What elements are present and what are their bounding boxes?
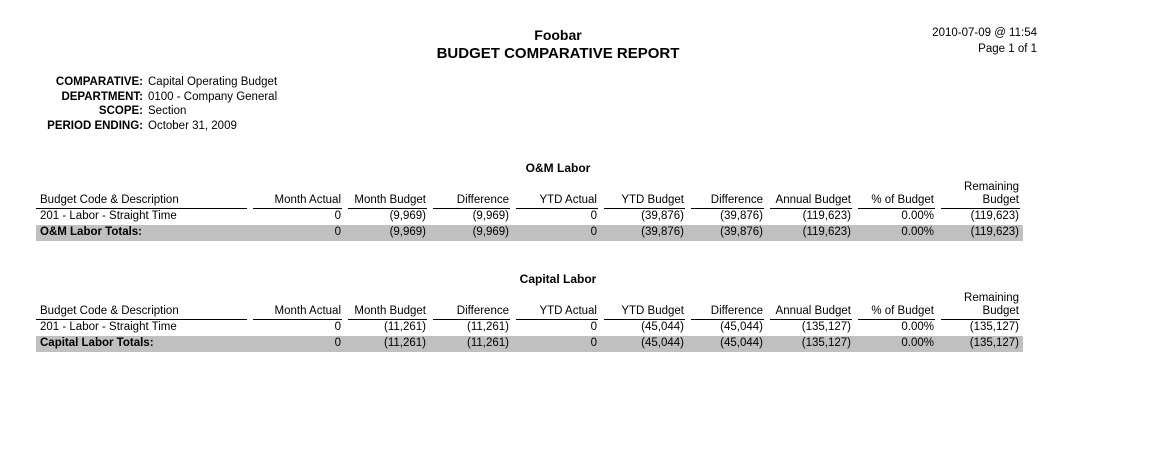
- cell-remaining-budget: (135,127): [969, 321, 1019, 333]
- totals-label: Capital Labor Totals:: [36, 336, 250, 352]
- header-row: [36, 181, 1023, 209]
- company-name: Foobar: [534, 27, 582, 43]
- comparative-value: Capital Operating Budget: [148, 76, 278, 88]
- report-datetime: 2010-07-09 @ 11:54: [932, 27, 1037, 39]
- section-title-om-labor: O&M Labor: [525, 161, 591, 175]
- col-header-annual-budget: Annual Budget: [767, 181, 855, 209]
- header-right: [932, 25, 1037, 57]
- department-label: DEPARTMENT:: [61, 90, 143, 103]
- scope-label: SCOPE:: [98, 105, 143, 117]
- col-header-remaining-line1: Remaining: [964, 181, 1019, 193]
- totals-ytd-budget: (39,876): [601, 225, 688, 241]
- totals-remaining-budget: (135,127): [938, 336, 1023, 352]
- col-header-remaining-line1: Remaining: [964, 292, 1019, 304]
- meta-row-department: [36, 90, 1156, 105]
- header-row: [36, 292, 1023, 320]
- totals-month-actual: 0: [250, 336, 345, 352]
- cell-remaining-budget: (119,623): [970, 210, 1019, 222]
- col-header-remaining-budget: [938, 292, 1023, 320]
- totals-annual-budget: (119,623): [767, 225, 855, 241]
- col-header-ytd-actual: YTD Actual: [513, 181, 601, 209]
- budget-row: [36, 209, 1023, 225]
- om-labor-table: [36, 181, 1023, 241]
- col-header-budget-code: Budget Code & Description: [36, 292, 250, 320]
- totals-pct-of-budget: 0.00%: [855, 225, 938, 241]
- col-header-remaining-budget: [938, 181, 1023, 209]
- totals-row: [36, 336, 1023, 352]
- cell-difference-month: (9,969): [472, 210, 509, 222]
- totals-month-budget: (11,261): [345, 336, 430, 352]
- cell-annual-budget: (135,127): [801, 321, 851, 333]
- col-header-difference-month: Difference: [430, 181, 513, 209]
- cell-ytd-actual: 0: [590, 210, 597, 222]
- col-header-pct-of-budget: % of Budget: [855, 181, 938, 209]
- period-ending-value: October 31, 2009: [148, 119, 237, 132]
- report-meta: [36, 75, 1156, 133]
- section-om-labor: [0, 161, 1156, 241]
- col-header-difference-ytd: Difference: [688, 292, 767, 320]
- totals-annual-budget: (135,127): [767, 336, 855, 352]
- totals-ytd-actual: 0: [513, 336, 601, 352]
- section-title-capital-labor: Capital Labor: [519, 272, 597, 286]
- col-header-ytd-budget: YTD Budget: [601, 181, 688, 209]
- cell-annual-budget: (119,623): [802, 210, 851, 222]
- col-header-month-actual: Month Actual: [250, 181, 345, 209]
- cell-ytd-budget: (39,876): [641, 210, 684, 222]
- totals-pct-of-budget: 0.00%: [855, 336, 938, 352]
- col-header-month-budget: Month Budget: [345, 181, 430, 209]
- budget-row: [36, 320, 1023, 336]
- scope-value: Section: [148, 105, 187, 117]
- report-header: [36, 0, 1080, 63]
- col-header-annual-budget: Annual Budget: [767, 292, 855, 320]
- cell-budget-code: 201 - Labor - Straight Time: [40, 321, 177, 333]
- col-header-difference-ytd: Difference: [688, 181, 767, 209]
- col-header-month-budget: Month Budget: [345, 292, 430, 320]
- totals-ytd-budget: (45,044): [601, 336, 688, 352]
- totals-row: [36, 225, 1023, 241]
- col-header-ytd-budget: YTD Budget: [601, 292, 688, 320]
- cell-ytd-budget: (45,044): [641, 321, 684, 333]
- totals-label: O&M Labor Totals:: [36, 225, 250, 241]
- col-header-month-actual: Month Actual: [250, 292, 345, 320]
- col-header-remaining-line2: Budget: [982, 194, 1019, 206]
- totals-remaining-budget: (119,623): [938, 225, 1023, 241]
- capital-labor-table: [36, 292, 1023, 352]
- report-title: BUDGET COMPARATIVE REPORT: [436, 45, 680, 62]
- totals-difference-month: (11,261): [430, 336, 513, 352]
- page-number: Page 1 of 1: [978, 43, 1037, 55]
- cell-difference-ytd: (39,876): [720, 210, 763, 222]
- department-value: 0100 - Company General: [148, 90, 278, 103]
- cell-budget-code: 201 - Labor - Straight Time: [40, 210, 177, 222]
- cell-difference-month: (11,261): [467, 321, 509, 333]
- totals-difference-ytd: (39,876): [688, 225, 767, 241]
- cell-month-actual: 0: [334, 210, 341, 222]
- col-header-remaining-line2: Budget: [982, 305, 1019, 317]
- col-header-pct-of-budget: % of Budget: [855, 292, 938, 320]
- meta-row-comparative: [36, 75, 1156, 90]
- cell-month-budget: (11,261): [384, 321, 426, 333]
- cell-ytd-actual: 0: [590, 321, 597, 333]
- col-header-ytd-actual: YTD Actual: [513, 292, 601, 320]
- cell-month-budget: (9,969): [389, 210, 426, 222]
- period-ending-label: PERIOD ENDING:: [47, 119, 143, 132]
- totals-month-budget: (9,969): [345, 225, 430, 241]
- col-header-difference-month: Difference: [430, 292, 513, 320]
- cell-pct-of-budget: 0.00%: [901, 321, 934, 333]
- col-header-budget-code: Budget Code & Description: [36, 181, 250, 209]
- meta-row-scope: [36, 104, 1156, 119]
- cell-difference-ytd: (45,044): [720, 321, 763, 333]
- meta-row-period-ending: [36, 119, 1156, 134]
- cell-month-actual: 0: [334, 321, 341, 333]
- section-capital-labor: [0, 272, 1156, 352]
- totals-ytd-actual: 0: [513, 225, 601, 241]
- totals-difference-month: (9,969): [430, 225, 513, 241]
- totals-month-actual: 0: [250, 225, 345, 241]
- cell-pct-of-budget: 0.00%: [901, 210, 934, 222]
- totals-difference-ytd: (45,044): [688, 336, 767, 352]
- comparative-label: COMPARATIVE:: [55, 76, 143, 88]
